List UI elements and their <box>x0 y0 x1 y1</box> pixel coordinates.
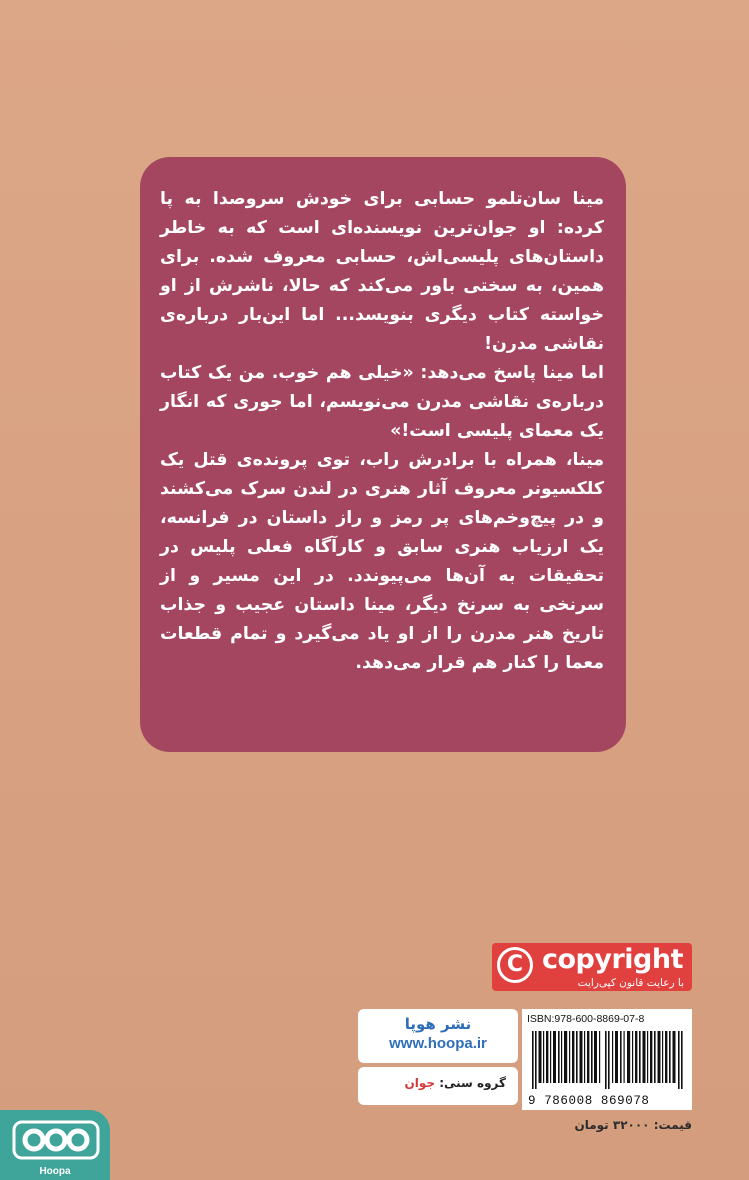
publisher-name: نشر هوپا <box>404 1015 472 1033</box>
age-group-label: گروه سنی: <box>439 1076 506 1090</box>
price-unit: تومان <box>574 1118 609 1132</box>
price-amount: ۳۲۰۰۰ <box>612 1118 650 1132</box>
copyright-subtitle: با رعایت قانون کپی‌رایت <box>577 977 684 989</box>
hoopa-logo-caption: Hoopa <box>39 1166 71 1177</box>
isbn-text: ISBN:978-600-8869-07-8 <box>527 1013 645 1025</box>
barcode-icon <box>532 1031 684 1089</box>
hoopa-logo-icon <box>12 1118 100 1162</box>
isbn-barcode-box <box>522 1009 692 1110</box>
age-group-value: جوان <box>404 1076 435 1090</box>
blurb-box <box>140 157 626 752</box>
publisher-url[interactable]: www.hoopa.ir <box>389 1035 487 1052</box>
publisher-box <box>358 1009 518 1063</box>
hoopa-logo-tab <box>0 1110 110 1180</box>
price-label: قیمت: <box>653 1118 692 1132</box>
copyright-word: copyright <box>542 944 684 975</box>
copyright-badge <box>492 943 692 991</box>
blurb-paragraph-3: مینا، همراه با برادرش راب، توی پرونده‌ی قتل یک کلکسیونر معروف آثار هنری در لندن سرک می‌کشند و در پیچ‌وخم‌های پر رمز و راز داستان در فرانسه، یک ارزیاب هنری سابق و کارآگاه فعلی پلیس در تحقیقات به آن‌ها می‌پیوندد. در این مسیر و از سرنخی به سرنخ دیگر، مینا داستان عجیب و جذاب تاریخ هنر مدرن را از او یاد می‌گیرد و تمام قطعات معما را کنار هم قرار می‌دهد. <box>160 450 604 673</box>
blurb-paragraph-2: اما مینا پاسخ می‌دهد: «خیلی هم خوب. من یک کتاب درباره‌ی نقاشی مدرن می‌نویسم، اما جوری که انگار یک معمای پلیسی است!» <box>160 363 604 441</box>
copyright-icon: C <box>497 947 533 983</box>
blurb-paragraph-1: مینا سان‌تلمو حسابی برای خودش سروصدا به پا کرده: او جوان‌ترین نویسنده‌ای است که به خاطر داستان‌های پلیسی‌اش، حسابی معروف شده. برای همین، به سختی باور می‌کند که حالا، ناشرش از او خواسته کتاب دیگری بنویسد... اما این‌بار درباره‌ی نقاشی مدرن! <box>160 189 604 354</box>
barcode-digits: 9 786008 869078 <box>528 1094 650 1108</box>
price <box>520 1118 692 1132</box>
age-group-box <box>358 1067 518 1105</box>
